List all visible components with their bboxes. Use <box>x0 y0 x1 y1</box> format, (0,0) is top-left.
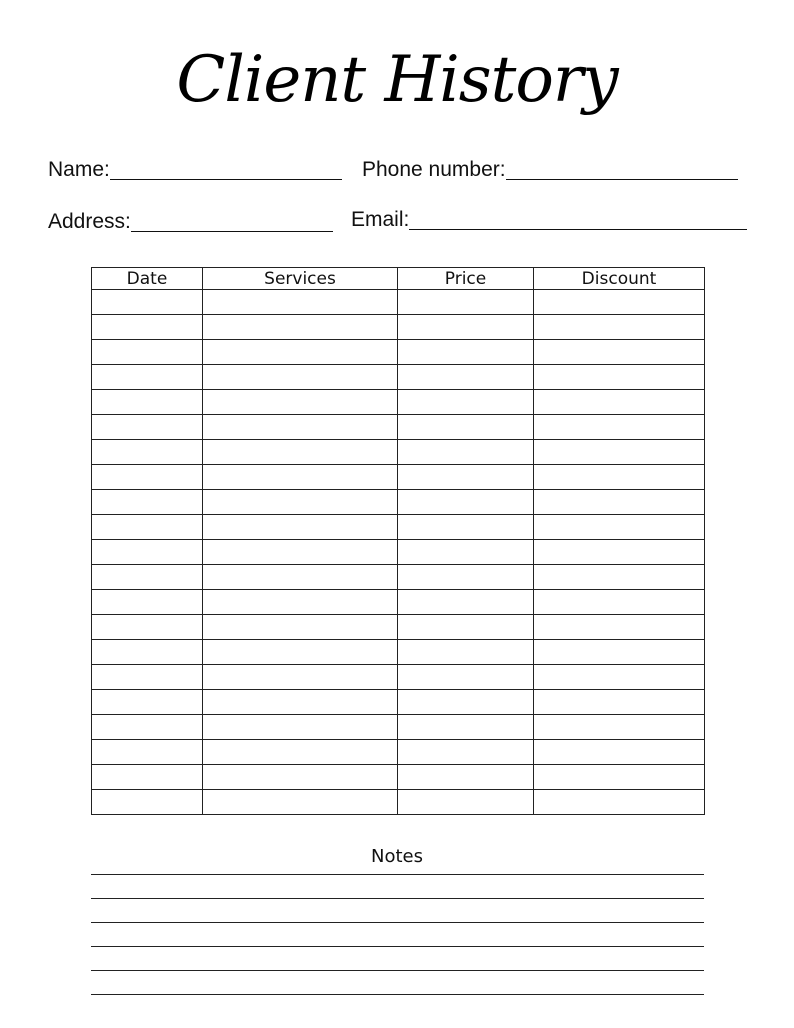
table-row <box>92 415 705 440</box>
name-field[interactable] <box>48 148 342 182</box>
price-cell[interactable] <box>398 790 534 815</box>
date-cell[interactable] <box>92 315 203 340</box>
discount-cell[interactable] <box>534 590 705 615</box>
table-row <box>92 290 705 315</box>
price-cell[interactable] <box>398 315 534 340</box>
price-cell[interactable] <box>398 765 534 790</box>
address-input-line[interactable] <box>131 231 333 232</box>
table-row <box>92 715 705 740</box>
services-cell[interactable] <box>203 365 398 390</box>
discount-cell[interactable] <box>534 415 705 440</box>
phone-number-input-line[interactable] <box>506 179 738 180</box>
table-row <box>92 490 705 515</box>
discount-cell[interactable] <box>534 615 705 640</box>
table-row <box>92 340 705 365</box>
date-cell[interactable] <box>92 590 203 615</box>
price-cell[interactable] <box>398 715 534 740</box>
discount-column-header: Discount <box>534 268 705 290</box>
date-cell[interactable] <box>92 365 203 390</box>
date-cell[interactable] <box>92 465 203 490</box>
table-header-row <box>92 268 705 290</box>
discount-cell[interactable] <box>534 565 705 590</box>
price-cell[interactable] <box>398 415 534 440</box>
notes-line[interactable] <box>91 874 704 875</box>
discount-cell[interactable] <box>534 665 705 690</box>
services-cell[interactable] <box>203 565 398 590</box>
date-cell[interactable] <box>92 765 203 790</box>
discount-cell[interactable] <box>534 765 705 790</box>
price-column-header: Price <box>398 268 534 290</box>
discount-cell[interactable] <box>534 540 705 565</box>
price-cell[interactable] <box>398 365 534 390</box>
services-cell[interactable] <box>203 540 398 565</box>
services-cell[interactable] <box>203 490 398 515</box>
discount-cell[interactable] <box>534 465 705 490</box>
notes-line[interactable] <box>91 898 704 899</box>
date-cell[interactable] <box>92 290 203 315</box>
discount-cell[interactable] <box>534 715 705 740</box>
table-row <box>92 315 705 340</box>
discount-cell[interactable] <box>534 315 705 340</box>
notes-line[interactable] <box>91 922 704 923</box>
date-cell[interactable] <box>92 615 203 640</box>
address-field[interactable] <box>48 200 333 234</box>
notes-line[interactable] <box>91 970 704 971</box>
date-cell[interactable] <box>92 490 203 515</box>
price-cell[interactable] <box>398 465 534 490</box>
date-cell[interactable] <box>92 565 203 590</box>
price-cell[interactable] <box>398 390 534 415</box>
name-input-line[interactable] <box>110 179 342 180</box>
services-cell[interactable] <box>203 640 398 665</box>
history-table <box>91 267 705 815</box>
discount-cell[interactable] <box>534 490 705 515</box>
discount-cell[interactable] <box>534 740 705 765</box>
services-cell[interactable] <box>203 440 398 465</box>
date-cell[interactable] <box>92 690 203 715</box>
price-cell[interactable] <box>398 565 534 590</box>
services-cell[interactable] <box>203 690 398 715</box>
services-cell[interactable] <box>203 290 398 315</box>
services-cell[interactable] <box>203 740 398 765</box>
table-row <box>92 390 705 415</box>
date-cell[interactable] <box>92 740 203 765</box>
name-label: Name: <box>48 158 110 181</box>
discount-cell[interactable] <box>534 290 705 315</box>
price-cell[interactable] <box>398 340 534 365</box>
price-cell[interactable] <box>398 540 534 565</box>
date-cell[interactable] <box>92 540 203 565</box>
date-cell[interactable] <box>92 440 203 465</box>
services-cell[interactable] <box>203 340 398 365</box>
phone-number-field[interactable] <box>362 148 738 182</box>
price-cell[interactable] <box>398 515 534 540</box>
price-cell[interactable] <box>398 690 534 715</box>
discount-cell[interactable] <box>534 340 705 365</box>
discount-cell[interactable] <box>534 365 705 390</box>
table-row <box>92 640 705 665</box>
table-row <box>92 665 705 690</box>
price-cell[interactable] <box>398 590 534 615</box>
date-cell[interactable] <box>92 415 203 440</box>
table-row <box>92 615 705 640</box>
services-cell[interactable] <box>203 790 398 815</box>
table-row <box>92 540 705 565</box>
discount-cell[interactable] <box>534 515 705 540</box>
notes-line[interactable] <box>91 994 704 995</box>
notes-label: Notes <box>371 846 423 867</box>
page-title: Client History <box>176 43 618 117</box>
price-cell[interactable] <box>398 740 534 765</box>
services-cell[interactable] <box>203 615 398 640</box>
date-cell[interactable] <box>92 640 203 665</box>
date-cell[interactable] <box>92 340 203 365</box>
notes-line[interactable] <box>91 946 704 947</box>
price-cell[interactable] <box>398 665 534 690</box>
services-cell[interactable] <box>203 665 398 690</box>
services-cell[interactable] <box>203 515 398 540</box>
price-cell[interactable] <box>398 490 534 515</box>
table-row <box>92 590 705 615</box>
discount-cell[interactable] <box>534 790 705 815</box>
date-cell[interactable] <box>92 515 203 540</box>
email-label: Email: <box>351 208 410 231</box>
email-field[interactable] <box>351 198 747 232</box>
price-cell[interactable] <box>398 640 534 665</box>
table-row <box>92 515 705 540</box>
services-cell[interactable] <box>203 315 398 340</box>
table-row <box>92 565 705 590</box>
table-row <box>92 765 705 790</box>
table-row <box>92 465 705 490</box>
discount-cell[interactable] <box>534 690 705 715</box>
date-cell[interactable] <box>92 390 203 415</box>
address-label: Address: <box>48 210 131 233</box>
history-table-body <box>92 290 705 815</box>
table-row <box>92 690 705 715</box>
table-row <box>92 440 705 465</box>
price-cell[interactable] <box>398 290 534 315</box>
price-cell[interactable] <box>398 440 534 465</box>
discount-cell[interactable] <box>534 390 705 415</box>
email-input-line[interactable] <box>409 229 747 230</box>
services-cell[interactable] <box>203 590 398 615</box>
phone-number-label: Phone number: <box>362 158 506 181</box>
table-row <box>92 740 705 765</box>
date-cell[interactable] <box>92 790 203 815</box>
services-column-header: Services <box>203 268 398 290</box>
discount-cell[interactable] <box>534 440 705 465</box>
services-cell[interactable] <box>203 715 398 740</box>
services-cell[interactable] <box>203 465 398 490</box>
table-row <box>92 790 705 815</box>
date-cell[interactable] <box>92 665 203 690</box>
services-cell[interactable] <box>203 390 398 415</box>
table-row <box>92 365 705 390</box>
price-cell[interactable] <box>398 615 534 640</box>
date-column-header: Date <box>92 268 203 290</box>
date-cell[interactable] <box>92 715 203 740</box>
discount-cell[interactable] <box>534 640 705 665</box>
services-cell[interactable] <box>203 765 398 790</box>
services-cell[interactable] <box>203 415 398 440</box>
